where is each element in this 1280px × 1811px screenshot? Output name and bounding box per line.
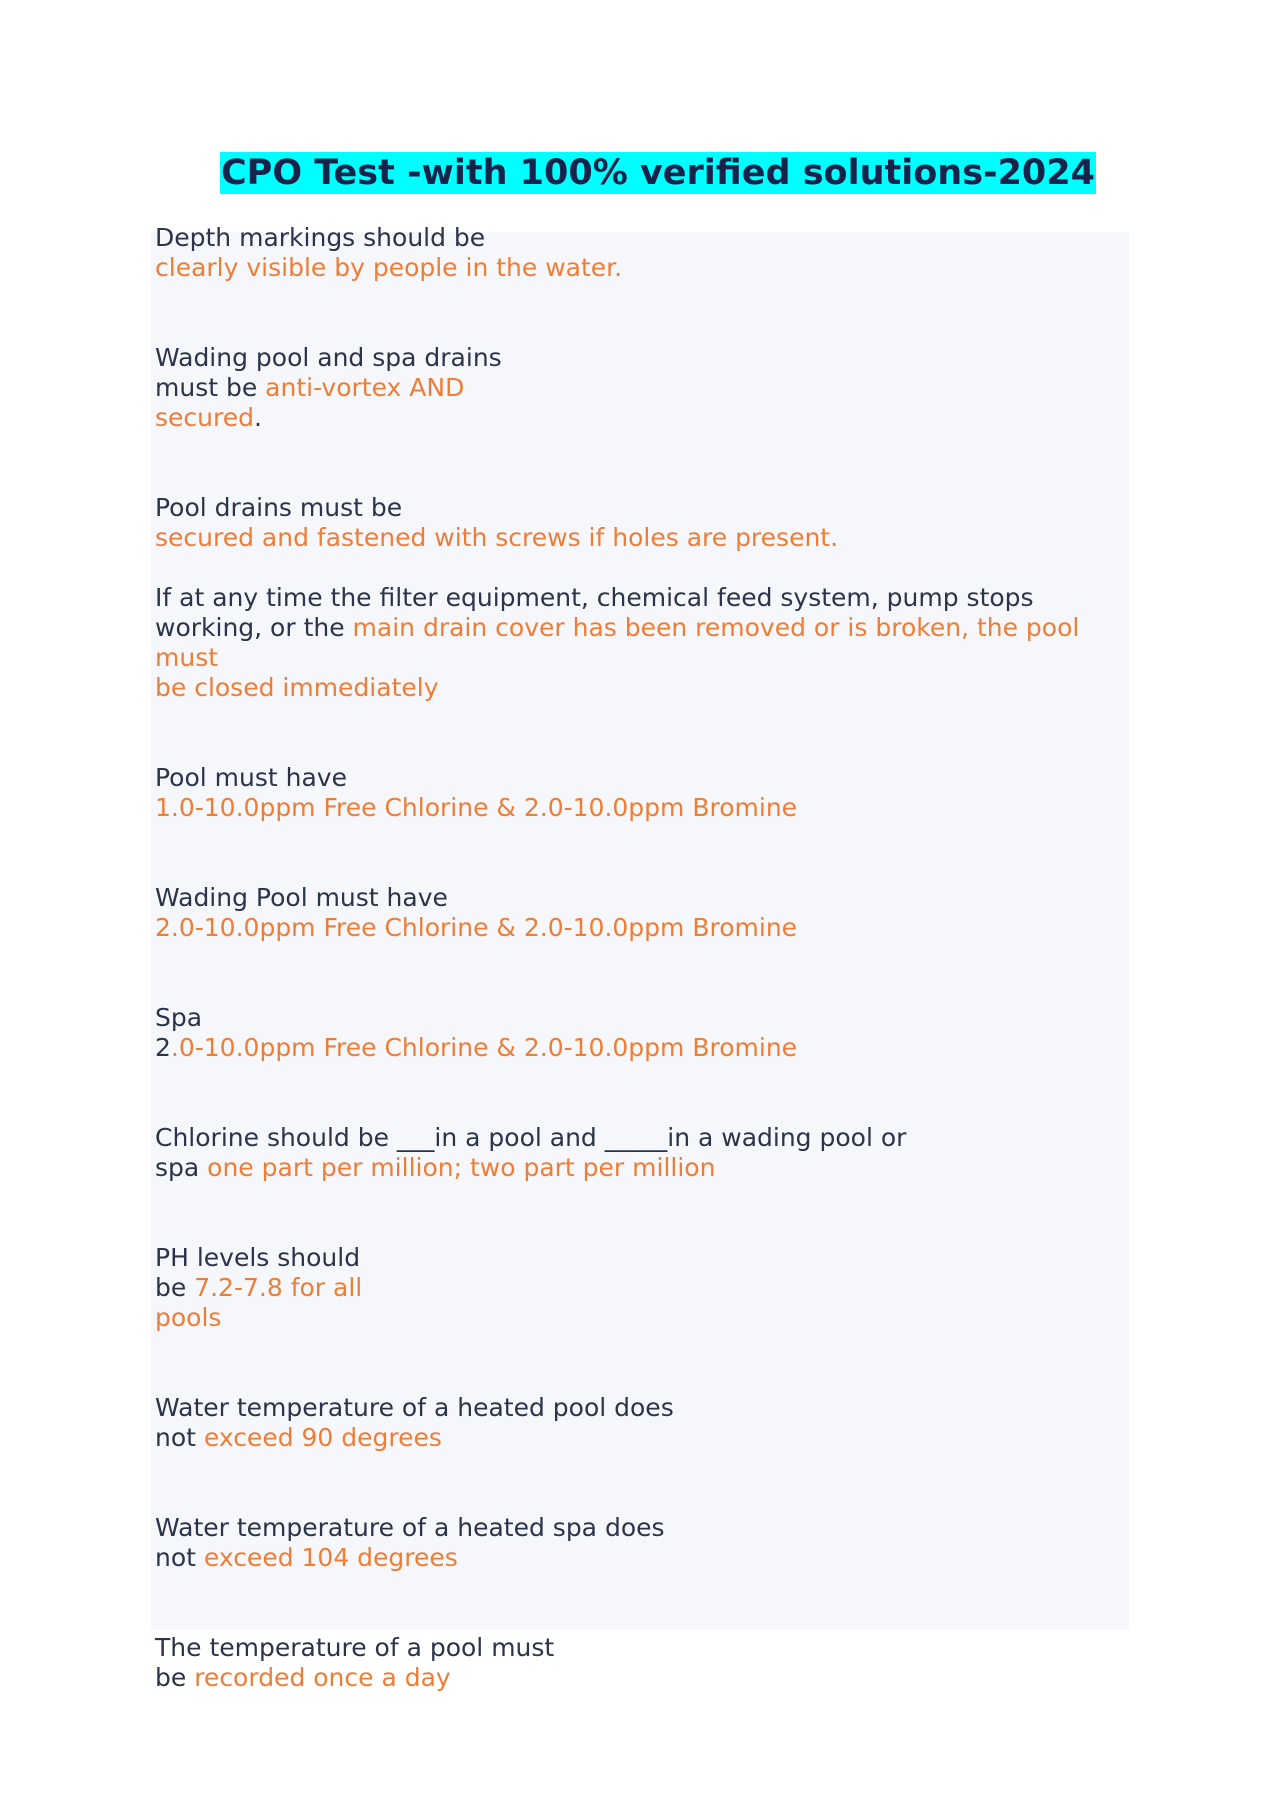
question-text: must be: [155, 373, 266, 402]
question-text: Pool must have: [155, 763, 347, 792]
question-text: Pool drains must be: [155, 493, 403, 522]
question-text: spa: [155, 1153, 208, 1182]
answer-text: .0-10.0ppm Free Chlorine & 2.0-10.0ppm Bromine: [170, 1033, 798, 1062]
qa-item-depth-markings: [155, 223, 1120, 283]
answer-text: exceed 104 degrees: [203, 1543, 458, 1572]
question-text: PH levels should: [155, 1243, 361, 1272]
question-text: 2: [155, 1033, 171, 1062]
question-text: working, or the: [155, 613, 353, 642]
qa-list: [155, 223, 1120, 1693]
question-text: Spa: [155, 1003, 203, 1032]
answer-text: be closed immediately: [155, 673, 439, 702]
answer-text: secured and fastened with screws if holes are present.: [155, 523, 839, 552]
question-text: Depth markings should be: [155, 223, 486, 252]
answer-text: 7.2-7.8 for all: [194, 1273, 363, 1302]
page-title: CPO Test -with 100% verified solutions-2024: [221, 153, 1095, 193]
question-text: Wading pool and spa drains: [155, 343, 502, 372]
answer-text: anti-vortex AND: [265, 373, 465, 402]
answer-text: clearly visible by people in the water.: [155, 253, 623, 282]
answer-text: secured: [155, 403, 254, 432]
answer-text: pools: [155, 1303, 222, 1332]
qa-item-close-pool: [155, 583, 1120, 703]
answer-text: exceed 90 degrees: [203, 1423, 442, 1452]
question-text: The temperature of a pool must: [155, 1633, 555, 1662]
qa-item-ph-levels: [155, 1243, 1120, 1333]
question-text: Wading Pool must have: [155, 883, 448, 912]
qa-item-temperature-record: [155, 1633, 1120, 1693]
question-text: Chlorine should be ___in a pool and _____in a wading pool or: [155, 1123, 907, 1152]
answer-text: main drain cover has been removed or is broken, the pool: [352, 613, 1080, 642]
question-text: not: [155, 1423, 204, 1452]
answer-text: 2.0-10.0ppm Free Chlorine & 2.0-10.0ppm Bromine: [155, 913, 798, 942]
qa-item-spa-chlorine: [155, 1003, 1120, 1063]
question-text: Water temperature of a heated spa does: [155, 1513, 665, 1542]
question-text: be: [155, 1273, 195, 1302]
answer-text: recorded once a day: [194, 1663, 451, 1692]
question-text: not: [155, 1543, 204, 1572]
answer-text: 1.0-10.0ppm Free Chlorine & 2.0-10.0ppm Bromine: [155, 793, 798, 822]
question-text: Water temperature of a heated pool does: [155, 1393, 674, 1422]
qa-item-pool-drains: [155, 493, 1120, 553]
answer-text: must: [155, 643, 219, 672]
question-text: be: [155, 1663, 195, 1692]
punctuation-text: .: [253, 403, 262, 432]
question-text: If at any time the filter equipment, chemical feed system, pump stops: [155, 583, 1034, 612]
qa-item-pool-temperature: [155, 1393, 1120, 1453]
qa-item-pool-chlorine: [155, 763, 1120, 823]
qa-item-spa-temperature: [155, 1513, 1120, 1573]
qa-item-wading-drains: [155, 343, 1120, 433]
qa-item-chlorine-ppm: [155, 1123, 1120, 1183]
answer-text: one part per million; two part per million: [207, 1153, 716, 1182]
qa-item-wading-chlorine: [155, 883, 1120, 943]
